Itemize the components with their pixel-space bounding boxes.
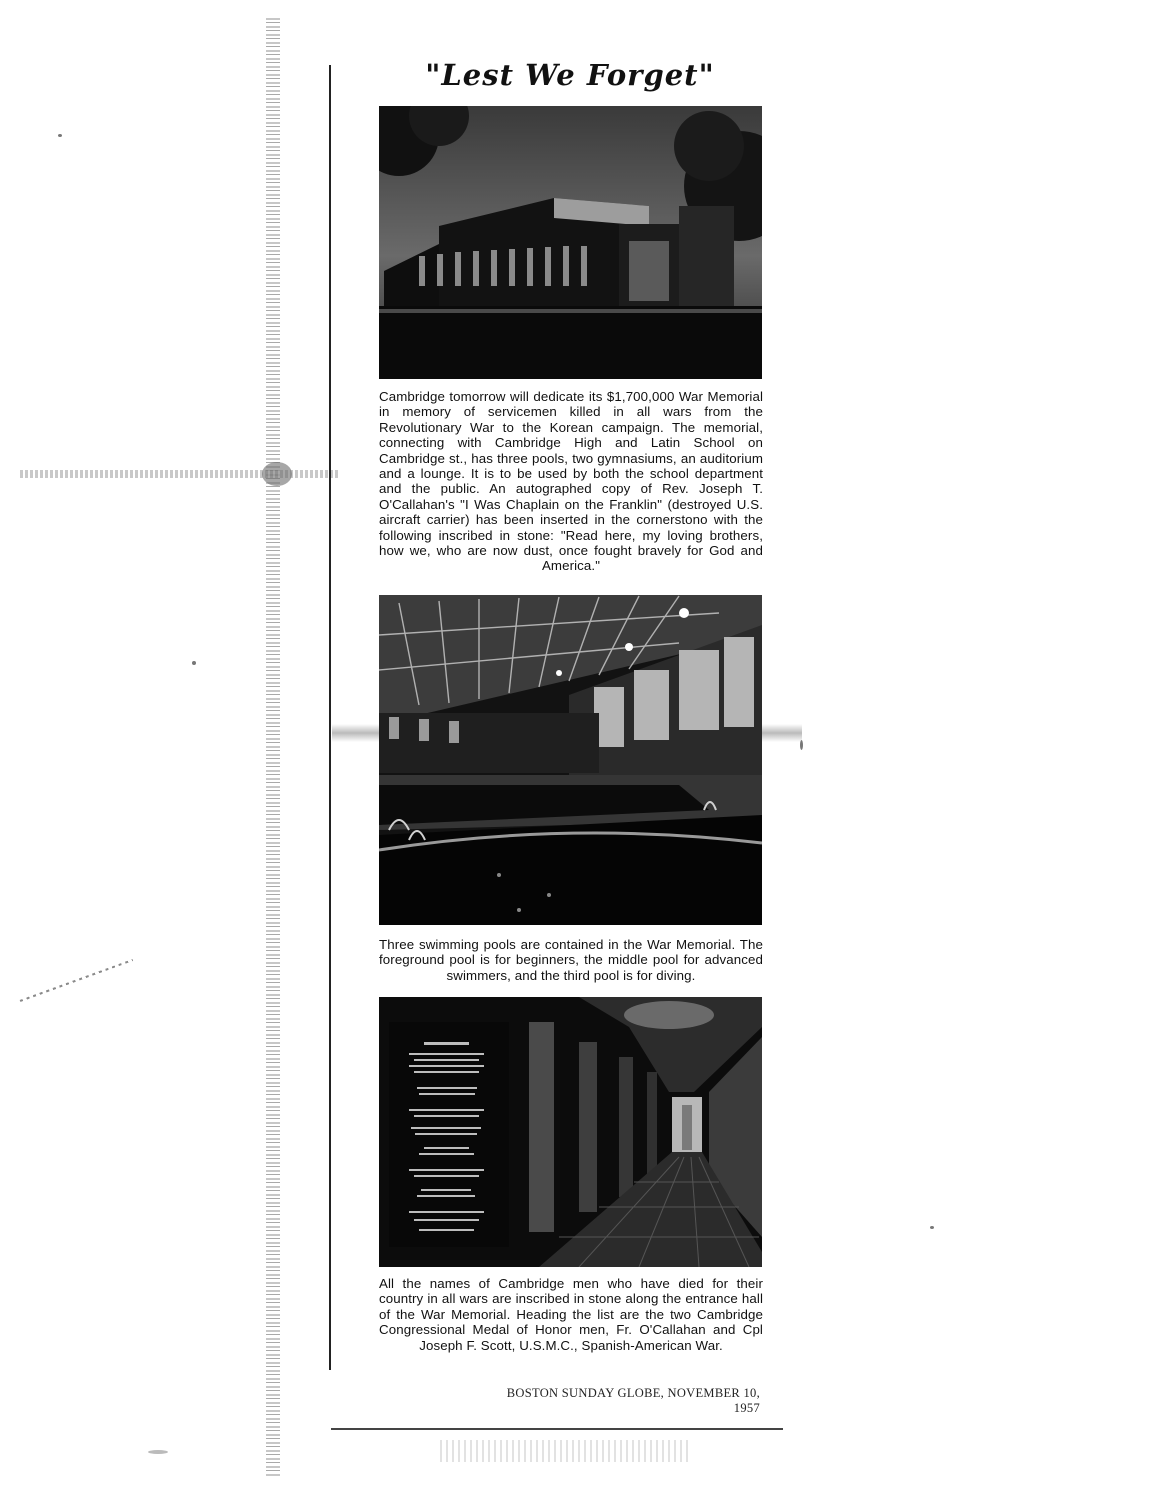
scan-speck — [58, 134, 62, 137]
pools-photo — [379, 595, 762, 925]
binder-edge-artifact — [266, 18, 280, 1478]
hall-caption: All the names of Cambridge men who have died for their country in all wars are inscribed in stone along the entrance hall of the War Memorial. Heading the list are the two Cambridge Congressional Medal of Honor men, Fr. O'Callahan and Cpl Joseph F. Scott, U.S.M.C., Spanish-American War. — [379, 1276, 763, 1353]
building-caption: Cambridge tomorrow will dedicate its $1,700,000 War Memorial in memory of servicemen killed in all wars from the Revolutionary War to the Korean campaign. The memorial, connecting with Cambridge High and Latin School on Cambridge st., has three pools, two gymnasiums, an auditorium and a lounge. It is to be used by both the school department and the public. An autographed copy of Rev. Joseph T. O'Callahan's "I Was Chaplain on the Franklin" (destroyed U.S. aircraft carrier) has been inserted in the cornerstono with the following inscribed in stone: "Read here, my loving brothers, how we, who are now dust, once fought bravely for God and America." — [379, 389, 763, 574]
source-credit: BOSTON SUNDAY GLOBE, NOVEMBER 10, 1957 — [506, 1386, 760, 1415]
bottom-rule — [331, 1428, 783, 1430]
fold-crease-artifact — [20, 470, 340, 478]
scan-noise-trail — [20, 959, 133, 1002]
headline: "Lest We Forget" — [425, 58, 715, 92]
pools-caption: Three swimming pools are contained in the War Memorial. The foreground pool is for beginners, the middle pool for advanced swimmers, and the third pool is for diving. — [379, 937, 763, 983]
scan-speck — [192, 661, 196, 665]
hall-photo — [379, 997, 762, 1267]
building-photo — [379, 106, 762, 379]
fold-mark-artifact — [262, 462, 292, 486]
scan-speck — [148, 1450, 168, 1454]
scan-speck — [930, 1226, 934, 1229]
column-rule — [329, 65, 331, 1370]
scan-noise — [440, 1440, 690, 1462]
